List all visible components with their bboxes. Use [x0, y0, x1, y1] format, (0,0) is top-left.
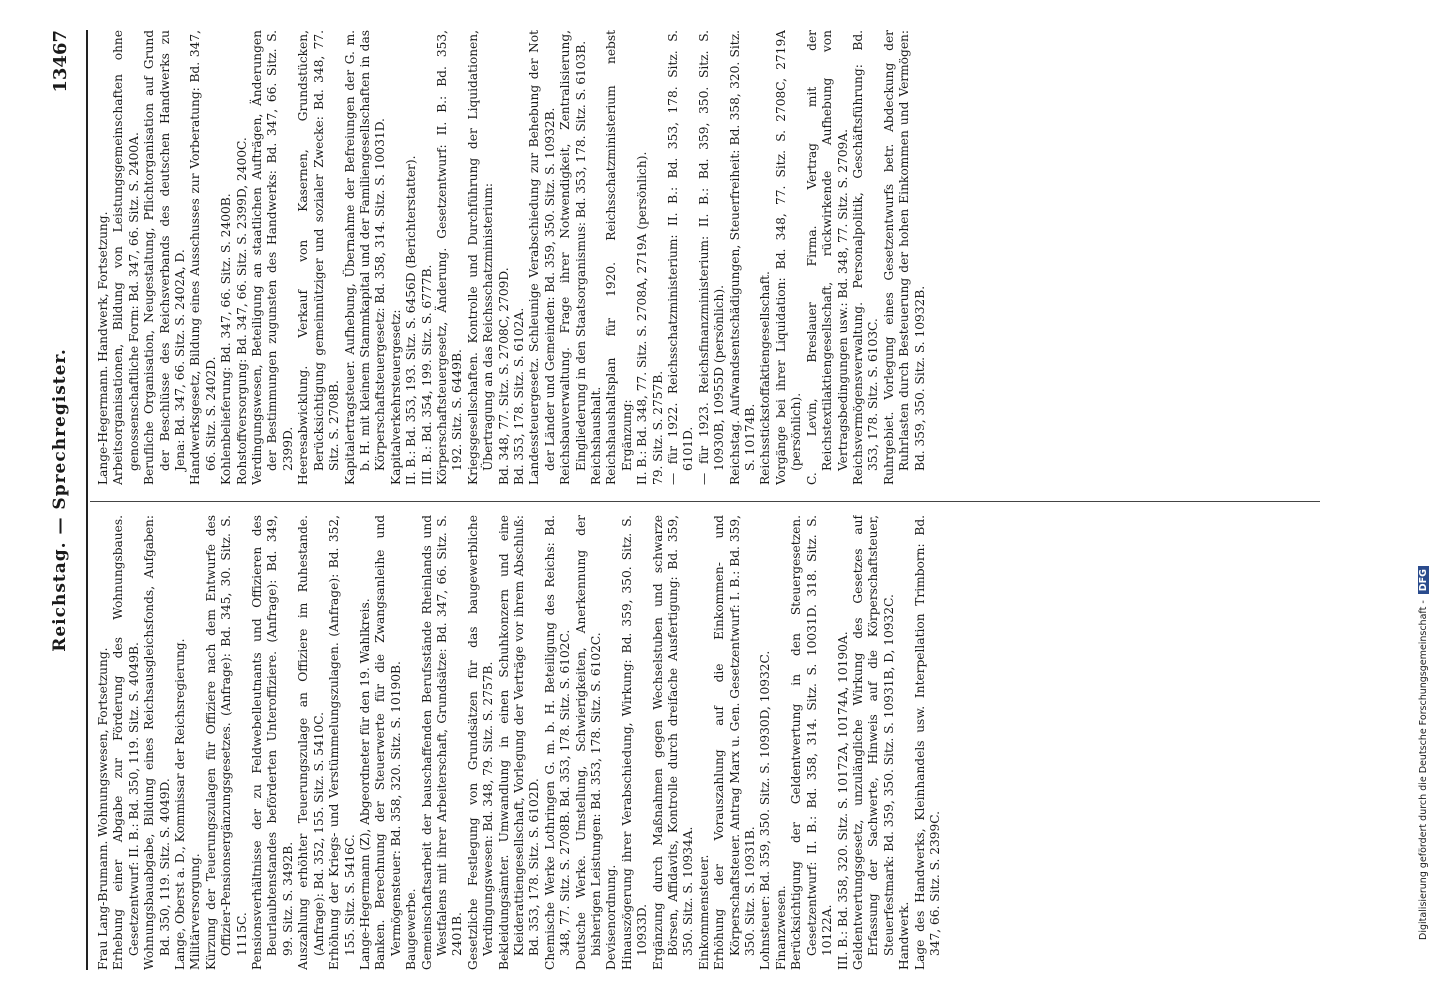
- register-entry: Gesetzliche Festlegung von Grundsätzen für das baugewerbliche Verdingungswesen: Bd. 348, 79. Sitz. S. 2757B.: [465, 515, 496, 970]
- register-entry: Körperschaftsteuergesetz, Änderung. Gesetzentwurf: II. B.: Bd. 353, 192. Sitz. S. 6449B.: [434, 30, 465, 485]
- digitization-note: [1418, 60, 1432, 940]
- register-entry: Berücksichtigung der Geldentwertung in den Steuergesetzen. Gesetzentwurf: II. B.: Bd. 358, 314. Sitz. S. 10031D. 318. Sitz. S. 10122A.: [789, 515, 835, 970]
- register-entry: Deutsche Werke. Umstellung, Schwierigkeiten, Anerkennung der bisherigen Leistungen: Bd. 353, 178. Sitz. S. 6102C.: [573, 515, 603, 970]
- register-entry: Berufliche Organisation, Neugestaltung, Pflichtorganisation auf Grund der Beschlüsse des Reichsverbands des deutschen Handwerks zu Jena: Bd. 347, 66. Sitz. S. 2402A, D.: [142, 30, 188, 485]
- register-entry: Bd. 348, 77. Sitz. S. 2708C, 2709D.: [496, 267, 511, 485]
- register-entry: Lange, Oberst a. D., Kommissar der Reichsregierung.: [173, 638, 188, 970]
- register-entry: Lange-Hegermann (Z), Abgeordneter für den 19. Wahlkreis.: [357, 598, 372, 970]
- register-entry: Frau Lang-Brumann. Wohnungswesen, Fortsetzung.: [96, 647, 110, 970]
- register-entry: Reichstag. Aufwandsentschädigungen, Steuerfreiheit: Bd. 358, 320. Sitz. S. 10174B.: [727, 30, 758, 485]
- register-entry: Landessteuergesetz. Schleunige Verabschiedung zur Behebung der Not der Länder und Gemeinden: Bd. 359, 350. Sitz. S. 10932B.: [527, 30, 557, 485]
- register-entry: Erhöhung der Vorauszahlung auf die Einkommen- und Körperschaftsteuer. Antrag Marx u. Gen. Gesetzentwurf: I. B.: Bd. 359, 350. Sitz. S. 10931B.: [712, 515, 758, 970]
- register-entry: C. Levin, Breslauer Firma. Vertrag mit der Reichstextilaktiengesellschaft, rückwirkende Aufhebung von Vertragsbedingungen usw.: Bd. 348, 77. Sitz. S. 2709A.: [804, 30, 850, 485]
- register-entry: Rohstoffversorgung: Bd. 347, 66. Sitz. S. 2399D, 2400C.: [234, 137, 249, 485]
- register-entry: Lange-Hegermann. Handwerk, Fortsetzung.: [96, 211, 110, 485]
- register-entry: Arbeitsorganisationen, Bildung von Leistungsgemeinschaften ohne genossenschaftliche Form: Bd. 347, 66. Sitz. S. 2400A.: [111, 30, 141, 485]
- register-entry: Pensionsverhältnisse der zu Feldwebelleutnants und Offizieren des Beurlaubtenstandes beförderten Unteroffiziere. (Anfrage): Bd. 349, 99. Sitz. S. 3492B.: [250, 515, 295, 970]
- register-entry: Auszahlung erhöhter Teuerungszulage an Offiziere im Ruhestande. (Anfrage): Bd. 352, 155. Sitz. S. 5410C.: [296, 515, 326, 970]
- register-entry: III. B.: Bd. 358, 320. Sitz. S. 10172A, 10174A, 10190A.: [835, 631, 850, 970]
- register-entry: Hinauszögerung ihrer Verabschiedung, Wirkung: Bd. 359, 350. Sitz. S. 10933D.: [619, 515, 650, 970]
- page-number: 13467: [50, 30, 71, 93]
- left-column: [96, 515, 1316, 970]
- register-entry: 79. Sitz. S. 2757B.: [650, 370, 665, 485]
- register-entry: II. B.: Bd. 348, 77. Sitz. S. 2708A, 2719A (persönlich).: [635, 151, 650, 485]
- register-entry: Bekleidungsämter. Umwandlung in einen Schuhkonzern und eine Kleiderattiengesellschaft, Vorlegung der Verträge vor ihrem Abschluß: Bd. 353, 178. Sitz. S. 6102D.: [496, 515, 542, 970]
- register-entry: Chemische Werke Lothringen G. m. b. H. Beteiligung des Reichs: Bd. 348, 77. Sitz. S. 2708B. Bd. 353, 178. Sitz. S. 6102C.: [542, 515, 573, 970]
- register-entry: Einkommensteuer.: [696, 854, 711, 970]
- register-entry: Reichsstickstoffaktiengesellschaft.: [758, 271, 773, 485]
- register-entry: Baugewerbe.: [404, 888, 419, 970]
- register-entry: Geldentwertungsgesetz, unzulängliche Wirkung des Gesetzes auf Erfassung der Sachwerte, Hinweis auf die Körperschaftsteuer, Steuerfestmark: Bd. 359, 350. Sitz. S. 10931B, D, 10932C.: [850, 515, 896, 970]
- register-entry: — für 1922. Reichsschatzministerium: II. B.: Bd. 353, 178. Sitz. S. 6101D.: [666, 30, 696, 485]
- register-entry: Verdingungswesen, Beteiligung an staatlichen Aufträgen, Änderungen der Bestimmungen zugunsten des Handwerks: Bd. 347, 66. Sitz. S. 2399D.: [250, 30, 295, 485]
- dfg-logo: DFG: [1418, 566, 1429, 594]
- header-rule: [86, 30, 88, 970]
- register-entry: Militärversorgung.: [188, 853, 203, 970]
- register-entry: Handwerk.: [897, 901, 912, 970]
- register-entry: Kapitalverkehrsteuergesetz:: [388, 309, 403, 485]
- register-entry: Reichsvermögensverwaltung. Personalpolitik, Geschäftsführung: Bd. 353, 178. Sitz. S. 6103C.: [850, 30, 881, 485]
- register-entry: Gemeinschaftsarbeit der bauschaffenden Berufsstände Rheinlands und Westfalens mit ihrer Arbeiterschaft, Grundsätze: Bd. 347, 66. Sitz. S. 2401B.: [419, 515, 465, 970]
- register-entry: Reichshaushaltsplan für 1920. Reichsschatzministerium nebst Ergänzung:: [604, 30, 634, 485]
- register-entry: Reichsbauverwaltung. Frage ihrer Notwendigkeit, Zentralisierung, Eingliederung in den Staatsorganismus: Bd. 353, 178. Sitz. S. 6103B.: [558, 30, 588, 485]
- register-entry: Lohnsteuer: Bd. 359, 350. Sitz. S. 10930D, 10932C.: [758, 650, 773, 970]
- digitization-note-text: Digitalisierung gefördert durch die Deutsche Forschungsgemeinschaft -: [1418, 600, 1429, 940]
- column-divider: [90, 501, 1320, 502]
- register-entry: Ergänzung durch Maßnahmen gegen Wechselstuben und schwarze Börsen, Affidavits, Kontrolle durch dreifache Ausfertigung: Bd. 359, 350. Sitz. S. 10934A.: [650, 515, 696, 970]
- page-header: [50, 30, 80, 970]
- register-entry: Heeresabwicklung. Verkauf von Kasernen, Grundstücken, Berücksichtigung gemeinnütziger und sozialer Zwecke: Bd. 348, 77. Sitz. S. 2708B.: [296, 30, 342, 485]
- register-entry: Bd. 353, 178. Sitz. S. 6102A.: [511, 307, 526, 485]
- register-entry: II. B.: Bd. 353, 193. Sitz. S. 6456D (Berichterstatter).: [404, 155, 419, 485]
- right-column: [96, 30, 1316, 485]
- register-entry: Lage des Handwerks, Kleinhandels usw. Interpellation Trimborn: Bd. 347, 66. Sitz. S. 2399C.: [912, 515, 942, 970]
- register-entry: III. B.: Bd. 354, 199. Sitz. S. 6777B.: [419, 264, 434, 485]
- register-entry: Finanzwesen.: [773, 885, 788, 970]
- register-entry: — für 1923. Reichsfinanzministerium: II. B.: Bd. 359, 350. Sitz. S. 10930B, 10955D (persönlich).: [696, 30, 727, 485]
- register-entry: Kriegsgesellschaften. Kontrolle und Durchführung der Liquidationen, Übertragung an das Reichsschatzministerium:: [465, 30, 496, 485]
- register-entry: Handwerksgesetz, Bildung eines Ausschusses zur Vorberatung: Bd. 347, 66. Sitz. S. 2402D.: [188, 30, 218, 485]
- register-entry: Wohnungsbauabgabe, Bildung eines Reichsausgleichsfonds, Aufgaben: Bd. 350, 119. Sitz. S. 4049D.: [142, 515, 172, 970]
- register-entry: Kürzung der Teuerungszulagen für Offiziere nach dem Entwurfe des Offizier-Pensionsergänzungsgesetzes. (Anfrage): Bd. 345, 30. Sitz. S. 1115C.: [203, 515, 249, 970]
- register-entry: Kapitalertragsteuer. Aufhebung, Übernahme der Befreiungen der G. m. b. H. mit kleinem Stammkapital und der Familiengesellschaften in das Körperschaftsteuergesetz: Bd. 358, 314. Sitz. S. 10031D.: [342, 30, 388, 485]
- register-entry: Ruhrgebiet. Vorlegung eines Gesetzentwurfs betr. Abdeckung der Ruhrlasten durch Besteuerung der hohen Einkommen und Vermögen: Bd. 359, 350. Sitz. S. 10932B.: [881, 30, 927, 485]
- register-entry: Devisenordnung.: [604, 864, 619, 970]
- register-entry: Banken. Berechnung der Steuerwerte für die Zwangsanleihe und Vermögensteuer: Bd. 358, 320. Sitz. S. 10190B.: [373, 515, 403, 970]
- register-entry: Erhöhung der Kriegs- und Verstümmelungszulagen. (Anfrage): Bd. 352, 155. Sitz. S. 5416C.: [327, 515, 357, 970]
- register-entry: Vorgänge bei ihrer Liquidation: Bd. 348, 77. Sitz. S. 2708C, 2719A (persönlich).: [773, 30, 804, 485]
- register-entry: Erhebung einer Abgabe zur Förderung des Wohnungsbaues. Gesetzentwurf: II. B.: Bd. 350, 119. Sitz. S. 4049B.: [111, 515, 141, 970]
- register-entry: Kohlenbelieferung: Bd. 347, 66. Sitz. S. 2400B.: [219, 193, 234, 485]
- page-title: Reichstag. — Sprechregister.: [50, 348, 70, 652]
- register-entry: Reichshaushalt.: [589, 386, 603, 485]
